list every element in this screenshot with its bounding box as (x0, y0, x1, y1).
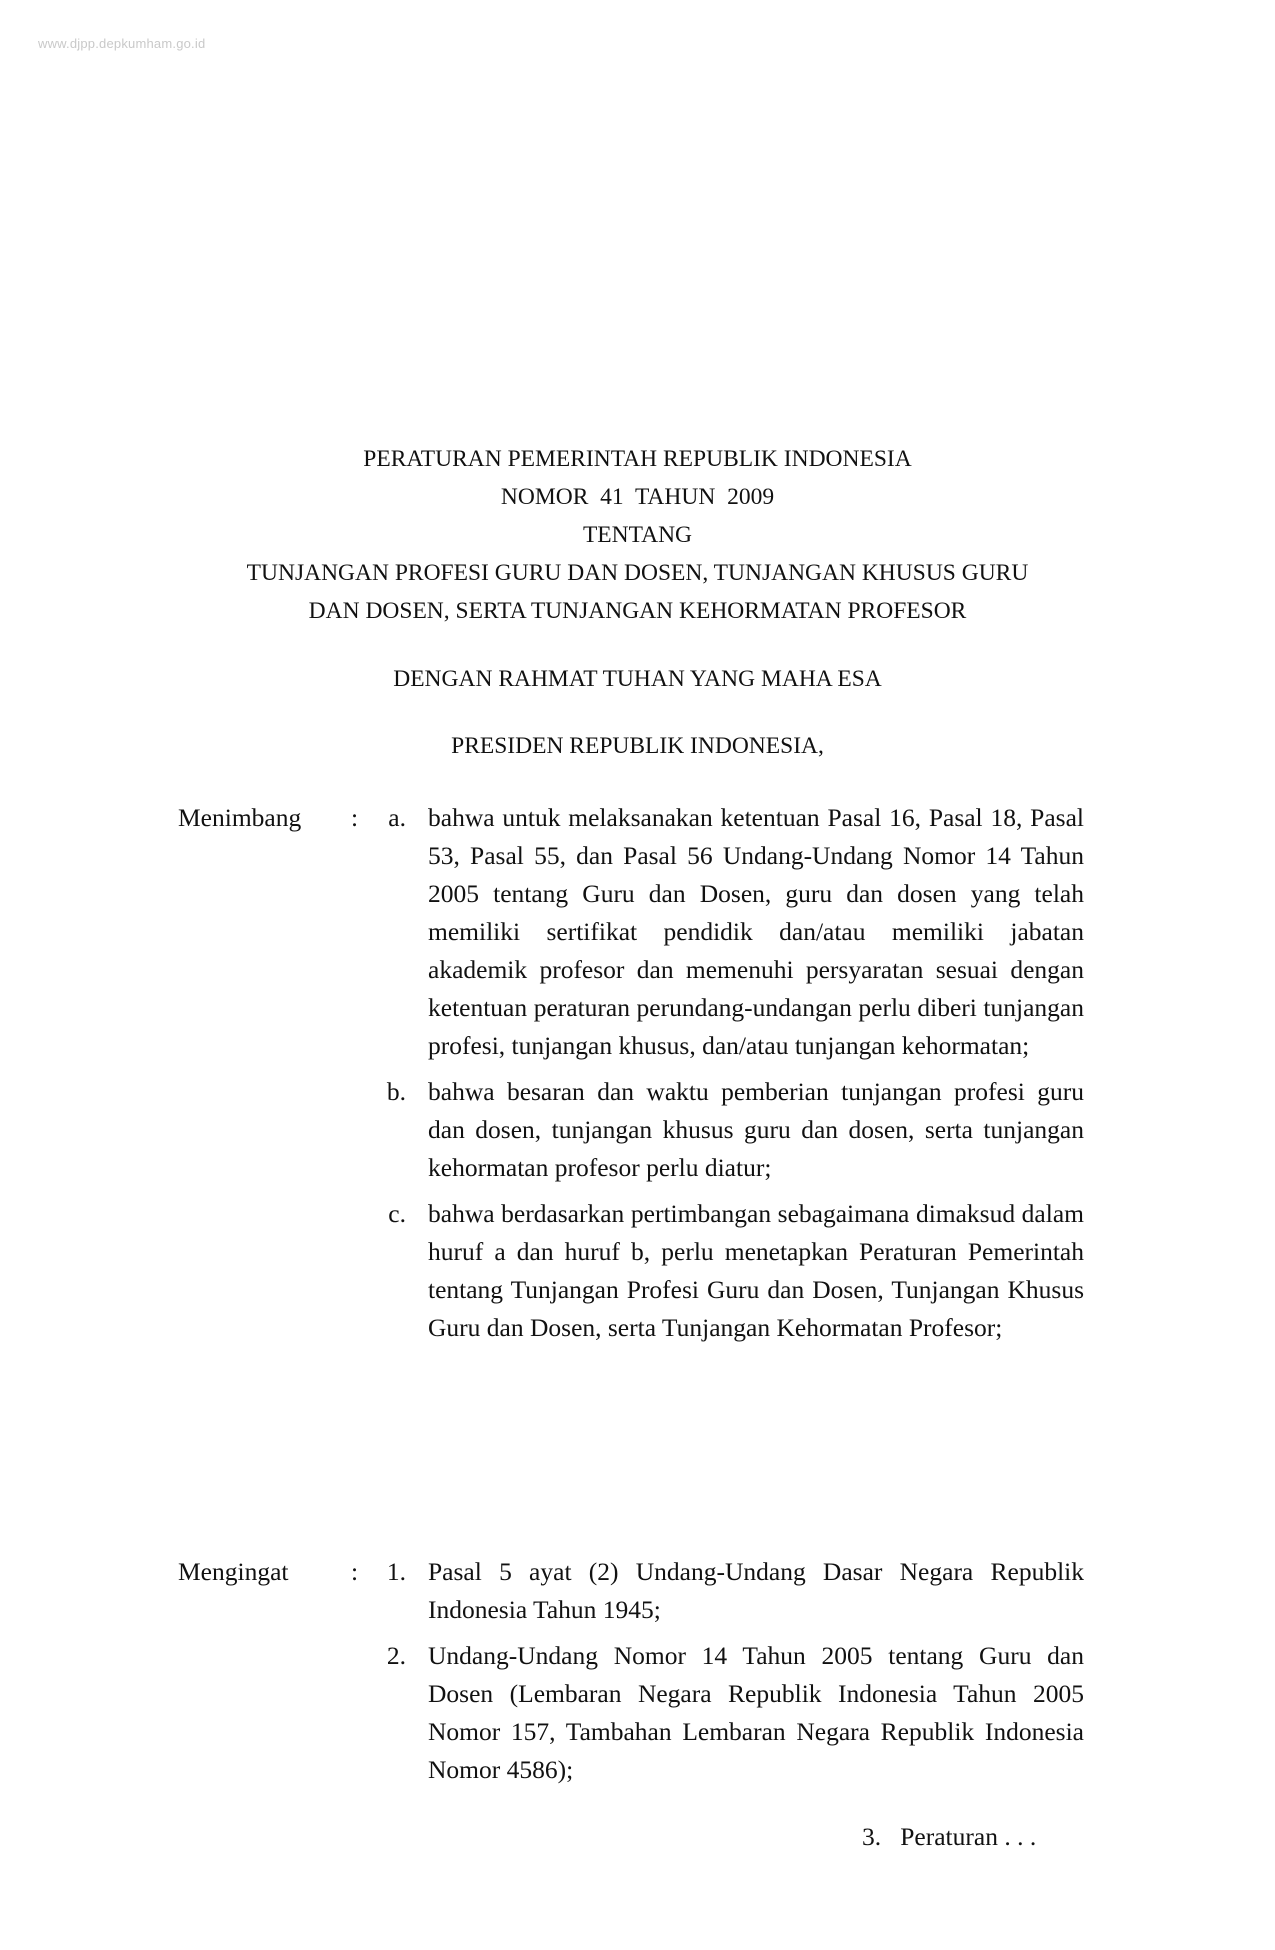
title-line-1: PERATURAN PEMERINTAH REPUBLIK INDONESIA (363, 446, 912, 472)
title-line-4: TUNJANGAN PROFESI GURU DAN DOSEN, TUNJANGAN KHUSUS GURU (246, 560, 1029, 586)
item-marker: 1. (386, 1557, 406, 1586)
item-marker: c. (388, 1199, 406, 1228)
menimbang-colon: : (351, 803, 359, 832)
menimbang-item-c (0, 1195, 1275, 1347)
menimbang-item-a (0, 799, 1275, 1065)
item-text: Undang-Undang Nomor 14 Tahun 2005 tentang Guru dan Dosen (Lembaran Negara Republik Indonesia Tahun 2005 Nomor 157, Tambahan Lembaran Negara Republik Indonesia Nomor 4586); (428, 1641, 1084, 1784)
mengingat-label: Mengingat (178, 1557, 289, 1586)
menimbang-item-b (0, 1073, 1275, 1187)
item-marker: 2. (386, 1641, 406, 1670)
title-line-3: TENTANG (582, 522, 693, 548)
item-text: bahwa untuk melaksanakan ketentuan Pasal 16, Pasal 18, Pasal 53, Pasal 55, dan Pasal 56 Undang-Undang Nomor 14 Tahun 2005 tentang Guru dan Dosen, guru dan dosen yang telah memiliki sertifikat pendidik dan/atau memiliki jabatan akademik profesor dan memenuhi persyaratan sesuai dengan ketentuan peraturan perundang-undangan perlu diberi tunjangan profesi, tunjangan khusus, dan/atau tunjangan kehormatan; (428, 803, 1084, 1060)
invocation: DENGAN RAHMAT TUHAN YANG MAHA ESA (393, 666, 882, 692)
title-line-2: NOMOR 41 TAHUN 2009 (500, 484, 775, 510)
item-text: bahwa besaran dan waktu pemberian tunjangan profesi guru dan dosen, tunjangan khusus guru dan dosen, serta tunjangan kehormatan profesor perlu diatur; (428, 1077, 1084, 1182)
title-line-5: DAN DOSEN, SERTA TUNJANGAN KEHORMATAN PROFESOR (308, 598, 967, 624)
item-text: bahwa berdasarkan pertimbangan sebagaimana dimaksud dalam huruf a dan huruf b, perlu menetapkan Peraturan Pemerintah tentang Tunjangan Profesi Guru dan Dosen, Tunjangan Khusus Guru dan Dosen, serta Tunjangan Kehormatan Profesor; (428, 1199, 1084, 1342)
mengingat-colon: : (351, 1557, 359, 1586)
mengingat-item-1 (0, 1553, 1275, 1629)
watermark: www.djpp.depkumham.go.id (38, 36, 206, 51)
item-marker: b. (386, 1077, 406, 1106)
item-marker: a. (388, 803, 406, 832)
next-page-reference: 3. Peraturan . . . (862, 1822, 1037, 1851)
item-text: Pasal 5 ayat (2) Undang-Undang Dasar Negara Republik Indonesia Tahun 1945; (428, 1557, 1084, 1624)
president-heading: PRESIDEN REPUBLIK INDONESIA, (451, 733, 824, 759)
document-title (0, 440, 1275, 630)
mengingat-section (0, 1553, 1275, 1789)
menimbang-section (0, 799, 1275, 1347)
menimbang-label: Menimbang (178, 803, 302, 832)
mengingat-item-2 (0, 1637, 1275, 1789)
